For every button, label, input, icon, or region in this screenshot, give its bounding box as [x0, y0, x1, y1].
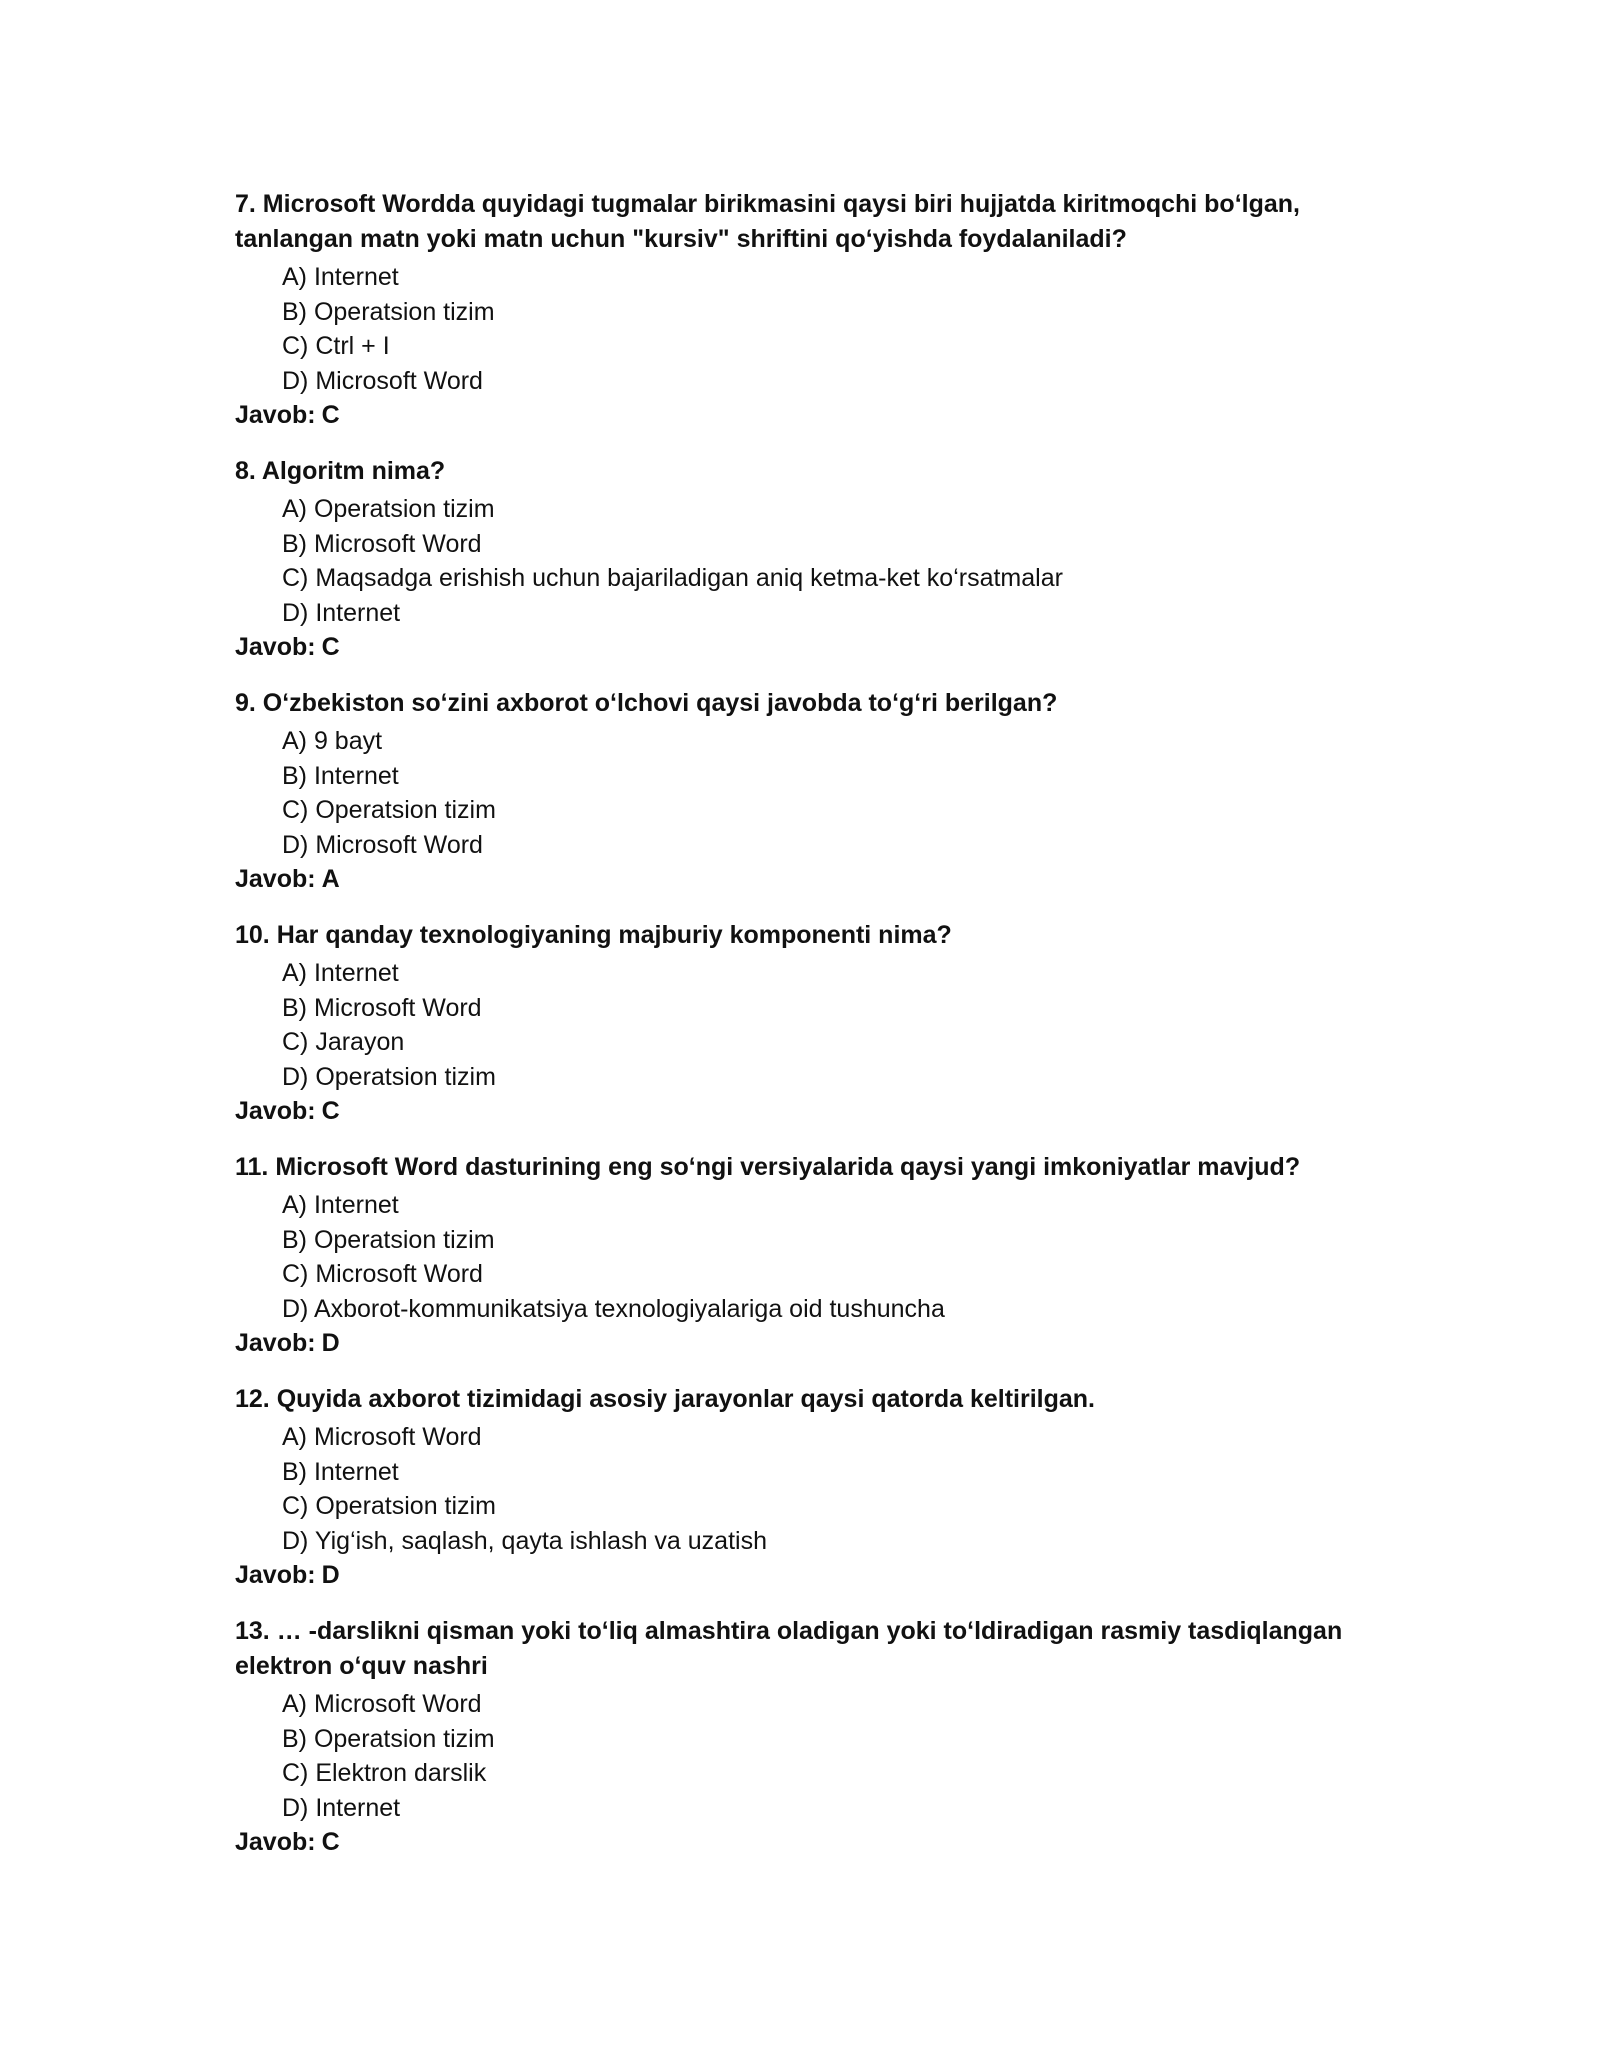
question-9 [235, 686, 1415, 897]
option-d: D) Microsoft Word [282, 366, 483, 395]
question-title: 8. Algoritm nima? [235, 457, 446, 485]
option-c: C) Elektron darslik [282, 1759, 487, 1787]
option-d: D) Yig‘ish, saqlash, qayta ishlash va uzatish [282, 1526, 767, 1555]
answer-value: C [321, 633, 340, 661]
question-7 [235, 187, 1415, 433]
option-b: B) Internet [282, 1457, 399, 1486]
answer-value: C [321, 1097, 340, 1125]
question-title: 9. O‘zbekiston so‘zini axborot o‘lchovi qaysi javobda to‘g‘ri berilgan? [235, 689, 1058, 717]
question-title: 12. Quyida axborot tizimidagi asosiy jarayonlar qaysi qatorda keltirilgan. [235, 1385, 1095, 1413]
answer-label: Javob: [235, 1561, 316, 1589]
answer-line [235, 1825, 1415, 1860]
options-list [235, 1188, 1415, 1326]
option-a: A) Operatsion tizim [282, 495, 495, 523]
question-11 [235, 1150, 1415, 1361]
answer-value: C [321, 1828, 340, 1856]
answer-line [235, 398, 1415, 433]
option-a: A) Internet [282, 959, 399, 987]
answer-line [235, 630, 1415, 665]
option-b: B) Operatsion tizim [282, 1724, 495, 1753]
option-a: A) Internet [282, 1191, 399, 1219]
option-c: C) Jarayon [282, 1028, 405, 1056]
option-a: A) 9 bayt [282, 727, 383, 755]
answer-value: D [321, 1561, 340, 1589]
question-13 [235, 1614, 1415, 1860]
option-c: C) Maqsadga erishish uchun bajariladigan aniq ketma-ket ko‘rsatmalar [282, 564, 1063, 592]
option-b: B) Microsoft Word [282, 529, 482, 558]
options-list [235, 492, 1415, 630]
option-d: D) Internet [282, 598, 401, 627]
answer-label: Javob: [235, 1329, 316, 1357]
options-list [235, 1687, 1415, 1825]
question-title: 13. … -darslikni qisman yoki to‘liq almashtira oladigan yoki to‘ldiradigan rasmiy tasdiqlangan elektron o‘quv nashri [235, 1617, 1343, 1680]
option-d: D) Microsoft Word [282, 830, 483, 859]
option-c: C) Operatsion tizim [282, 1492, 496, 1520]
question-title: 11. Microsoft Word dasturining eng so‘ngi versiyalarida qaysi yangi imkoniyatlar mavjud? [235, 1153, 1301, 1181]
question-8 [235, 454, 1415, 665]
option-b: B) Operatsion tizim [282, 297, 495, 326]
answer-value: C [321, 401, 340, 429]
answer-label: Javob: [235, 865, 316, 893]
question-10 [235, 918, 1415, 1129]
answer-line [235, 1094, 1415, 1129]
options-list [235, 1420, 1415, 1558]
answer-label: Javob: [235, 633, 316, 661]
question-12 [235, 1382, 1415, 1593]
answer-value: D [321, 1329, 340, 1357]
answer-label: Javob: [235, 401, 316, 429]
option-b: B) Operatsion tizim [282, 1225, 495, 1254]
option-c: C) Operatsion tizim [282, 796, 496, 824]
option-a: A) Microsoft Word [282, 1690, 482, 1718]
option-d: D) Operatsion tizim [282, 1062, 496, 1091]
option-c: C) Ctrl + I [282, 332, 390, 360]
option-a: A) Internet [282, 263, 399, 291]
option-b: B) Microsoft Word [282, 993, 482, 1022]
question-title: 7. Microsoft Wordda quyidagi tugmalar birikmasini qaysi biri hujjatda kiritmoqchi bo‘lgan, tanlangan matn yoki matn uchun "kursiv" shriftini qo‘yishda foydalaniladi? [235, 190, 1300, 253]
answer-label: Javob: [235, 1828, 316, 1856]
answer-line [235, 1558, 1415, 1593]
option-d: D) Internet [282, 1793, 401, 1822]
answer-label: Javob: [235, 1097, 316, 1125]
answer-line [235, 862, 1415, 897]
option-c: C) Microsoft Word [282, 1260, 483, 1288]
options-list [235, 956, 1415, 1094]
answer-value: A [321, 865, 340, 893]
options-list [235, 724, 1415, 862]
question-title: 10. Har qanday texnologiyaning majburiy komponenti nima? [235, 921, 952, 949]
options-list [235, 260, 1415, 398]
option-d: D) Axborot-kommunikatsiya texnologiyalariga oid tushuncha [282, 1294, 945, 1323]
option-b: B) Internet [282, 761, 399, 790]
document-page [235, 187, 1415, 1881]
option-a: A) Microsoft Word [282, 1423, 482, 1451]
answer-line [235, 1326, 1415, 1361]
